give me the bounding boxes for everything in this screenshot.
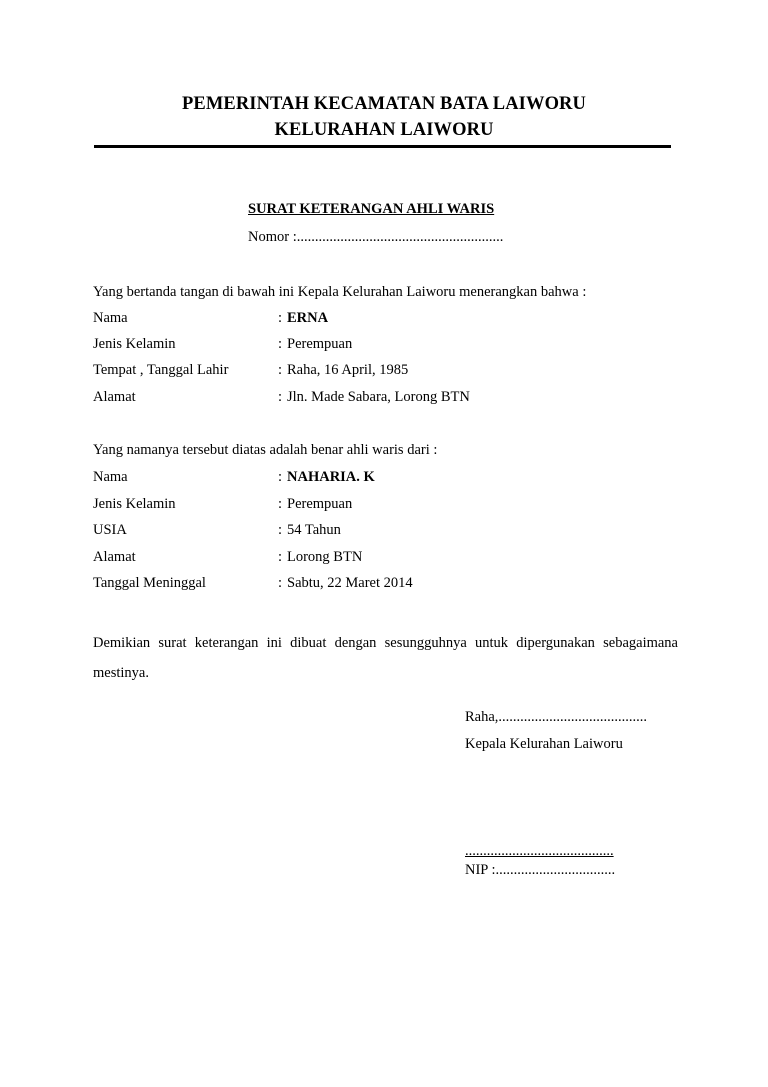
field-label: Jenis Kelamin [93, 496, 176, 512]
field-value: Raha, 16 April, 1985 [287, 362, 409, 378]
header-divider [94, 145, 671, 148]
field-label: USIA [93, 522, 127, 538]
field-label: Nama [93, 310, 128, 326]
field-separator: : [278, 469, 283, 485]
deceased-row-name [93, 469, 693, 489]
person-row-birth [93, 362, 693, 382]
field-value: Perempuan [287, 336, 353, 352]
field-value: Perempuan [287, 496, 353, 512]
field-value: Sabtu, 22 Maret 2014 [287, 575, 413, 591]
signature-place-date: Raha,......................................... [465, 709, 648, 725]
field-label: Tempat , Tanggal Lahir [93, 362, 229, 378]
field-value: Jln. Made Sabara, Lorong BTN [287, 389, 470, 405]
field-separator: : [278, 522, 283, 538]
field-separator: : [278, 310, 283, 326]
field-separator: : [278, 496, 283, 512]
field-value: ERNA [287, 310, 329, 326]
deceased-row-gender [93, 496, 693, 516]
field-separator: : [278, 575, 283, 591]
letter-title: SURAT KETERANGAN AHLI WARIS [248, 201, 495, 217]
deceased-row-death-date [93, 575, 693, 595]
person-row-name [93, 310, 693, 330]
field-label: Nama [93, 469, 128, 485]
header-government: PEMERINTAH KECAMATAN BATA LAIWORU [182, 94, 586, 114]
letter-number: Nomor :......................................................... [248, 229, 504, 245]
deceased-row-address [93, 549, 693, 569]
person-row-gender [93, 336, 693, 356]
field-separator: : [278, 549, 283, 565]
field-separator: : [278, 336, 283, 352]
field-separator: : [278, 389, 283, 405]
person-row-address [93, 389, 693, 409]
signature-nip: NIP :................................. [465, 862, 616, 878]
signature-name: ......................................... [465, 843, 614, 859]
heir-intro-paragraph: Yang namanya tersebut diatas adalah benar ahli waris dari : [93, 442, 438, 458]
field-label: Tanggal Meninggal [93, 575, 206, 591]
field-label: Alamat [93, 389, 136, 405]
field-separator: : [278, 362, 283, 378]
signature-position: Kepala Kelurahan Laiworu [465, 736, 623, 752]
header-kelurahan: KELURAHAN LAIWORU [274, 120, 494, 140]
field-value: 54 Tahun [287, 522, 341, 538]
field-label: Jenis Kelamin [93, 336, 176, 352]
intro-paragraph: Yang bertanda tangan di bawah ini Kepala Kelurahan Laiworu menerangkan bahwa : [93, 284, 587, 300]
deceased-row-age [93, 522, 693, 542]
field-value: Lorong BTN [287, 549, 363, 565]
field-label: Alamat [93, 549, 136, 565]
closing-paragraph: Demikian surat keterangan ini dibuat dengan sesungguhnya untuk dipergunakan sebagaimana mestinya. [93, 635, 678, 681]
field-value: NAHARIA. K [287, 469, 375, 485]
